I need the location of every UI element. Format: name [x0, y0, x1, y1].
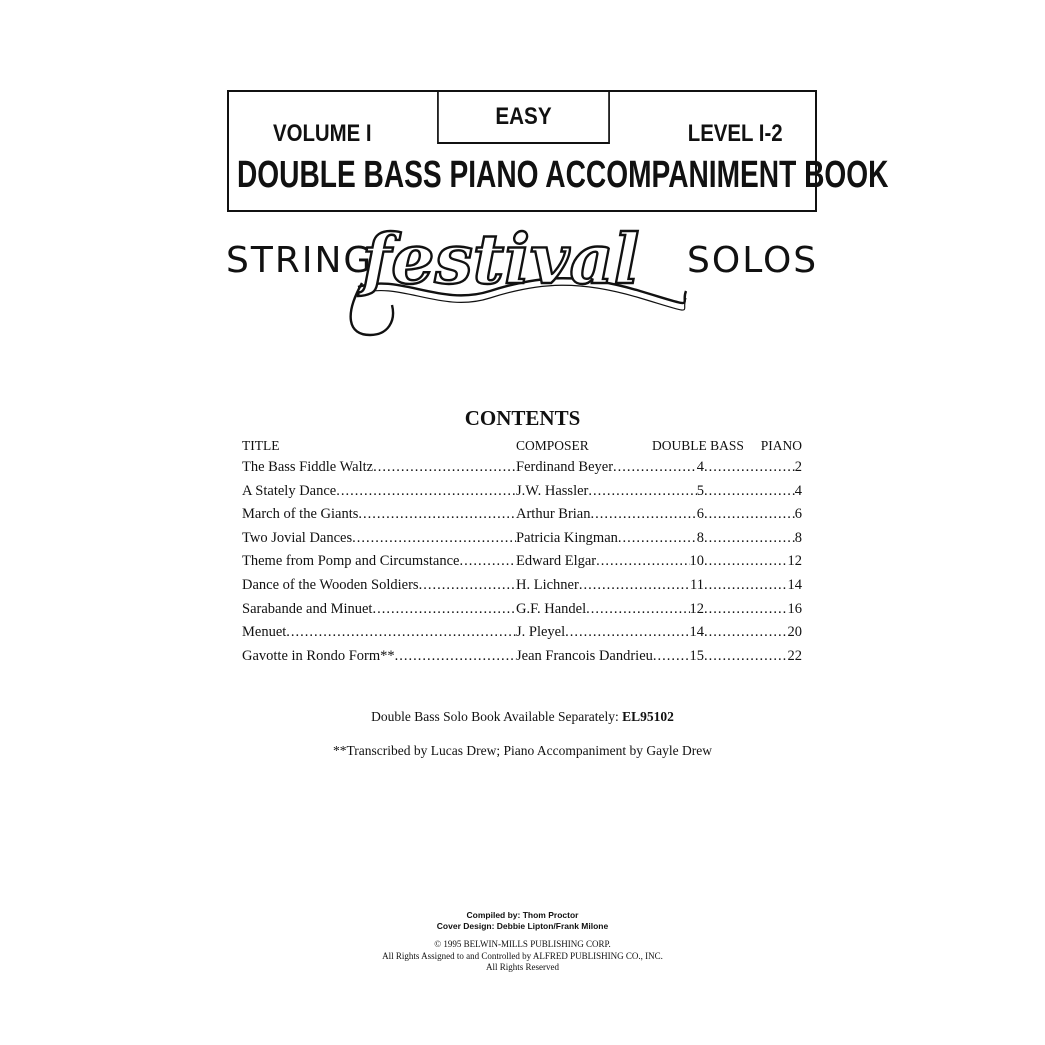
contents-heading: CONTENTS: [464, 406, 581, 430]
row-title: A Stately Dance: [242, 482, 337, 499]
contents-header-row: [242, 434, 802, 456]
row-composer: J. Pleyel: [516, 624, 566, 641]
copyright-line-2: All Rights Assigned to and Controlled by ALFRED PUBLISHING CO., INC.: [382, 950, 663, 961]
row-bass-page: 6: [696, 506, 704, 523]
column-title: TITLE: [242, 438, 280, 453]
table-row: [242, 456, 802, 480]
series-left-word: STRING: [226, 240, 374, 281]
row-piano-page: 2: [794, 459, 802, 475]
copyright-block: [0, 939, 1045, 974]
cover-design: Cover Design: Debbie Lipton/Frank Milone: [436, 921, 609, 931]
row-bass-page: 12: [689, 600, 704, 617]
row-title: Gavotte in Rondo Form**: [242, 647, 395, 664]
level-label: LEVEL I-2: [688, 120, 783, 147]
table-row: [242, 621, 802, 645]
row-composer: Ferdinand Beyer: [516, 459, 614, 475]
row-composer: G.F. Handel: [516, 600, 587, 617]
column-double-bass: DOUBLE BASS: [652, 438, 744, 453]
table-row: [242, 480, 802, 504]
row-composer: Arthur Brian: [516, 506, 591, 523]
row-bass-page: 4: [696, 459, 704, 475]
solo-book-note: [0, 709, 1045, 725]
row-title: Dance of the Wooden Soldiers: [242, 576, 419, 593]
contents-table: [242, 434, 802, 668]
row-piano-page: 22: [787, 647, 802, 664]
table-row: [242, 598, 802, 622]
row-title: Sarabande and Minuet: [242, 600, 373, 617]
difficulty-badge: EASY: [437, 90, 610, 144]
solo-book-code: EL95102: [622, 709, 674, 724]
row-composer: Edward Elgar: [516, 553, 597, 570]
row-bass-page: 8: [696, 529, 704, 546]
header-box: [227, 90, 889, 212]
row-bass-page: 10: [689, 553, 704, 570]
table-row: [242, 574, 802, 598]
volume-label: VOLUME I: [273, 120, 372, 147]
row-bass-page: 15: [689, 647, 704, 664]
row-title: Theme from Pomp and Circumstance: [242, 553, 460, 570]
row-piano-page: 16: [787, 600, 802, 617]
row-composer: Patricia Kingman: [516, 529, 618, 546]
book-title: DOUBLE BASS PIANO ACCOMPANIMENT BOOK: [237, 154, 889, 196]
festival-logo-word: festival: [362, 220, 640, 300]
credits-block: [0, 910, 1045, 932]
row-piano-page: 20: [787, 624, 802, 641]
row-piano-page: 6: [794, 506, 802, 523]
row-piano-page: 14: [787, 576, 802, 593]
row-title: March of the Giants: [242, 506, 359, 523]
row-composer: Jean Francois Dandrieu: [516, 647, 653, 664]
festival-logo: [340, 195, 690, 345]
row-composer: H. Lichner: [516, 576, 579, 593]
copyright-line-1: © 1995 BELWIN-MILLS PUBLISHING CORP.: [434, 939, 611, 949]
row-composer: J.W. Hassler: [516, 482, 589, 499]
solo-book-note-text: Double Bass Solo Book Available Separately:: [371, 709, 623, 724]
row-title: Menuet: [242, 624, 287, 641]
row-bass-page: 5: [696, 482, 704, 499]
row-bass-page: 14: [689, 624, 704, 641]
table-row: [242, 550, 802, 574]
copyright-line-3: All Rights Reserved: [486, 962, 559, 972]
column-piano: PIANO: [760, 438, 802, 453]
table-row: [242, 503, 802, 527]
row-title: Two Jovial Dances: [242, 529, 353, 546]
table-row: [242, 645, 802, 669]
row-bass-page: 11: [690, 576, 704, 593]
table-row: [242, 527, 802, 551]
row-title: The Bass Fiddle Waltz: [242, 459, 374, 475]
row-piano-page: 12: [787, 553, 802, 570]
row-piano-page: 8: [794, 529, 802, 546]
column-composer: COMPOSER: [516, 438, 589, 453]
row-piano-page: 4: [794, 482, 802, 499]
series-right-word: SOLOS: [687, 240, 819, 281]
transcription-note: **Transcribed by Lucas Drew; Piano Accompaniment by Gayle Drew: [333, 743, 712, 758]
compiled-by: Compiled by: Thom Proctor: [466, 910, 579, 920]
